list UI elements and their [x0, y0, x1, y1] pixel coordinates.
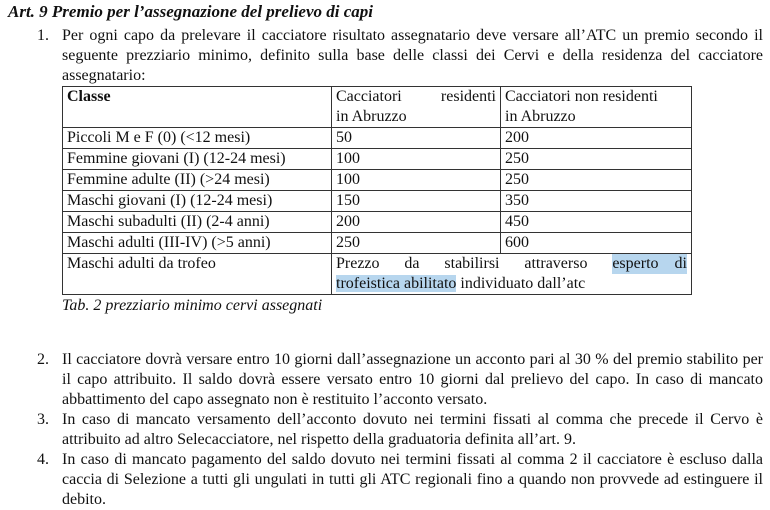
cell-non-residenti: 350 [501, 191, 692, 212]
cell-classe: Maschi subadulti (II) (2-4 anni) [63, 212, 332, 233]
cell-residenti: 100 [332, 170, 501, 191]
list-item-4 [8, 450, 763, 510]
list-item-2 [8, 350, 763, 410]
cell-non-residenti: 250 [501, 149, 692, 170]
list-item-1 [8, 26, 763, 86]
item-number: 3. [37, 411, 49, 428]
table-row [63, 233, 692, 254]
table-row [63, 212, 692, 233]
list-item-3 [8, 410, 763, 450]
cell-classe: Maschi adulti da trofeo [63, 254, 332, 295]
cell-non-residenti: 250 [501, 170, 692, 191]
header-residenti: Cacciatori residenti in Abruzzo [332, 87, 501, 128]
cell-classe: Maschi giovani (I) (12-24 mesi) [63, 191, 332, 212]
item-text: In caso di mancato pagamento del saldo dovuto nei termini fissati al comma 2 il cacciatore è escluso dalla caccia di Selezione a tutti gli ungulati in tutti gli ATC regionali fino a quando non provvede ad estinguere il debito. [62, 451, 763, 508]
header-non-residenti: Cacciatori non residenti in Abruzzo [501, 87, 692, 128]
document-page [8, 2, 763, 510]
cell-trofeo-price: Prezzo da stabilirsi attraverso esperto di trofeistica abilitato individuato dall’atc [332, 254, 692, 295]
cell-non-residenti: 450 [501, 212, 692, 233]
highlighted-text: esperto di [612, 255, 687, 272]
table-row [63, 128, 692, 149]
cell-non-residenti: 600 [501, 233, 692, 254]
article-title: Art. 9 Premio per l’assegnazione del prelievo di capi [8, 2, 373, 21]
cell-residenti: 150 [332, 191, 501, 212]
cell-non-residenti: 200 [501, 128, 692, 149]
cell-classe: Maschi adulti (III-IV) (>5 anni) [63, 233, 332, 254]
cell-residenti: 250 [332, 233, 501, 254]
item-text: Per ogni capo da prelevare il cacciatore risultato assegnatario deve versare all’ATC un premio secondo il seguente prezziario minimo, definito sulla base delle classi dei Cervi e della residenza del cacciatore assegnatario: [62, 27, 763, 84]
item-number: 1. [37, 27, 49, 44]
table-caption: Tab. 2 prezziario minimo cervi assegnati [62, 297, 323, 314]
table-row [63, 191, 692, 212]
cell-classe: Femmine adulte (II) (>24 mesi) [63, 170, 332, 191]
table-row-trofeo [63, 254, 692, 295]
item-text: Il cacciatore dovrà versare entro 10 giorni dall’assegnazione un acconto pari al 30 % del premio stabilito per il capo attribuito. Il saldo dovrà essere versato entro 10 giorni dal prelievo del capo. In caso di mancato abbattimento del capo assegnato non è restituito l’acconto versato. [62, 351, 763, 408]
table-row [63, 170, 692, 191]
list-continued [8, 350, 763, 510]
price-table-wrapper [8, 86, 763, 295]
item-number: 4. [37, 451, 49, 468]
cell-classe: Femmine giovani (I) (12-24 mesi) [63, 149, 332, 170]
table-row [63, 149, 692, 170]
item-number: 2. [37, 351, 49, 368]
cell-residenti: 200 [332, 212, 501, 233]
cell-residenti: 100 [332, 149, 501, 170]
highlighted-text: trofeistica abilitato [336, 275, 457, 292]
item-text: In caso di mancato versamento dell’acconto dovuto nei termini fissati al comma che precede il Cervo è attribuito ad altro Selecacciatore, nel rispetto della graduatoria definita all’art. 9. [62, 411, 763, 448]
table-header-row [63, 87, 692, 128]
cell-classe: Piccoli M e F (0) (<12 mesi) [63, 128, 332, 149]
price-table [62, 86, 692, 295]
header-classe: Classe [63, 87, 332, 128]
cell-residenti: 50 [332, 128, 501, 149]
